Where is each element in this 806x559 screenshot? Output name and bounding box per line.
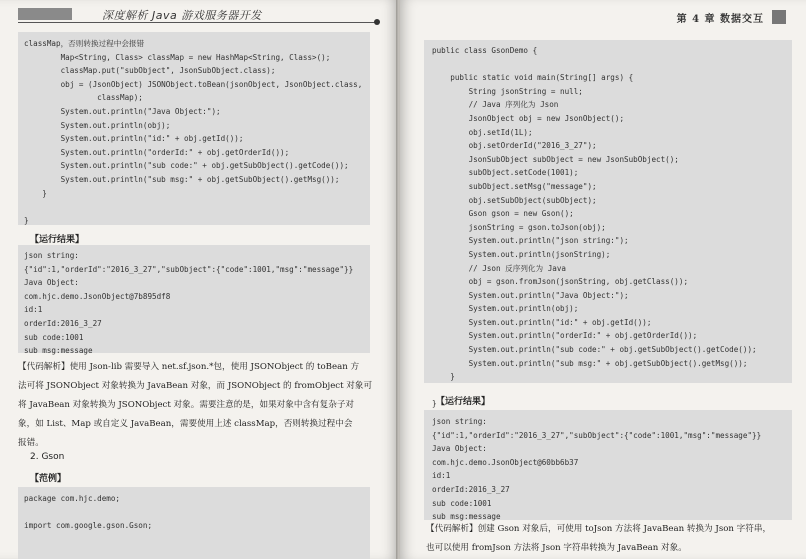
right-page bbox=[400, 0, 806, 559]
result-line: orderId:2016_3_27 bbox=[432, 484, 510, 494]
result-line: orderId:2016_3_27 bbox=[24, 318, 102, 328]
code-line: obj.setSubObject(subObject); bbox=[432, 195, 597, 205]
result-line: json string: bbox=[24, 251, 79, 260]
code-line: System.out.println("orderId:" + obj.getOrderId()); bbox=[432, 331, 698, 341]
code-line: classMap); bbox=[24, 93, 143, 103]
paragraph-line: 将 JavaBean 对象转换为 JSONObject 对象。需要注意的是，如果对象中含有复杂子对 bbox=[18, 400, 355, 410]
left-page bbox=[0, 0, 398, 559]
code-line: } bbox=[432, 372, 455, 382]
code-line: System.out.println("orderId:" + obj.getOrderId()); bbox=[24, 147, 290, 157]
result-line: sub msg:message bbox=[24, 346, 93, 356]
code-block-gson-start bbox=[18, 487, 370, 559]
code-line: System.out.println("json string:"); bbox=[432, 236, 629, 246]
code-line: Map<String, Class> classMap = new HashMap<String, Class>(); bbox=[24, 52, 331, 62]
code-line: System.out.println(obj); bbox=[24, 120, 171, 130]
left-header-title: 深度解析 Java 游戏服务器开发 bbox=[102, 9, 262, 22]
code-line: obj = gson.fromJson(jsonString, obj.getClass()); bbox=[432, 277, 689, 287]
code-line: } bbox=[24, 215, 29, 225]
code-line: System.out.println("sub code:" + obj.getSubObject().getCode()); bbox=[24, 161, 349, 171]
result-line: id:1 bbox=[432, 471, 451, 481]
code-line: System.out.println(jsonString); bbox=[432, 249, 611, 259]
result-block-right bbox=[424, 410, 792, 520]
code-line bbox=[432, 58, 784, 72]
code-block-continued bbox=[18, 32, 370, 225]
code-line: // Java 序列化为 Json bbox=[432, 100, 559, 110]
right-header-title: 第 4 章 数据交互 bbox=[676, 14, 764, 25]
code-line: Gson gson = new Gson(); bbox=[432, 209, 574, 219]
code-line: JsonSubObject subObject = new JsonSubObject(); bbox=[432, 154, 679, 164]
result-line: Java Object: bbox=[432, 444, 487, 454]
paragraph-line: 【代码解析】创建 Gson 对象后，可使用 toJson 方法将 JavaBean 转换为 Json 字符串， bbox=[426, 524, 772, 534]
example-label: 【范例】 bbox=[30, 474, 67, 484]
code-line: System.out.println(obj); bbox=[432, 304, 579, 314]
code-line: public static void main(String[] args) { bbox=[432, 73, 634, 83]
result-line: Java Object: bbox=[24, 278, 79, 288]
code-line: System.out.println("sub code:" + obj.getSubObject().getCode()); bbox=[432, 345, 757, 355]
left-page-header bbox=[18, 5, 378, 23]
analysis-paragraph-right bbox=[426, 520, 802, 558]
code-line: } bbox=[432, 399, 437, 409]
code-line: classMap.put("subObject", JsonSubObject.class); bbox=[24, 66, 276, 76]
code-line bbox=[24, 506, 364, 520]
code-line bbox=[24, 200, 364, 214]
result-line: json string: bbox=[432, 417, 487, 426]
code-line: subObject.setCode(1001); bbox=[432, 168, 579, 178]
code-line: public class GsonDemo { bbox=[432, 46, 538, 55]
code-line: jsonString = gson.toJson(obj); bbox=[432, 222, 606, 232]
header-rule bbox=[18, 22, 378, 23]
paragraph-line: 【代码解析】使用 Json-lib 需要导入 net.sf.json.*包，使用 JSONObject 的 toBean 方 bbox=[18, 362, 360, 372]
paragraph-line: 报错。 bbox=[18, 438, 44, 448]
code-line: // Json 反序列化为 Java bbox=[432, 263, 566, 273]
result-line: sub code:1001 bbox=[24, 332, 84, 342]
result-line: sub code:1001 bbox=[432, 498, 492, 508]
header-decor-square bbox=[772, 10, 786, 24]
result-line: sub msg:message bbox=[432, 512, 501, 522]
code-line: classMap，否则转换过程中会报错 bbox=[24, 39, 145, 48]
result-line: {"id":1,"orderId":"2016_3_27","subObject":{"code":1001,"msg":"message"}} bbox=[432, 430, 762, 440]
code-line: System.out.println("sub msg:" + obj.getSubObject().getMsg()); bbox=[432, 358, 748, 368]
code-line: System.out.println("sub msg:" + obj.getSubObject().getMsg()); bbox=[24, 174, 340, 184]
code-line: String jsonString = null; bbox=[432, 86, 583, 96]
header-dot bbox=[374, 19, 380, 25]
code-line: obj.setId(1L); bbox=[432, 127, 533, 137]
code-line: import com.google.gson.Gson; bbox=[24, 521, 153, 531]
code-line: System.out.println("id:" + obj.getId()); bbox=[432, 317, 652, 327]
code-line: System.out.println("Java Object:"); bbox=[432, 290, 629, 300]
code-line: System.out.println("Java Object:"); bbox=[24, 106, 221, 116]
result-line: {"id":1,"orderId":"2016_3_27","subObject":{"code":1001,"msg":"message"}} bbox=[24, 264, 354, 274]
section-title-gson: 2. Gson bbox=[30, 452, 65, 462]
code-line: System.out.println("id:" + obj.getId()); bbox=[24, 134, 244, 144]
result-label-right: 【运行结果】 bbox=[436, 397, 491, 407]
code-line: obj.setOrderId("2016_3_27"); bbox=[432, 141, 597, 151]
code-line: subObject.setMsg("message"); bbox=[432, 181, 597, 191]
code-line: } bbox=[24, 188, 47, 198]
code-line: JsonObject obj = new JsonObject(); bbox=[432, 113, 625, 123]
analysis-paragraph-left bbox=[18, 358, 378, 453]
paragraph-line: 法可将 JSONObject 对象转换为 JavaBean 对象，而 JSONObject 的 fromObject 对象可 bbox=[18, 381, 373, 391]
code-line: obj = (JsonObject) JSONObject.toBean(jsonObject, JsonObject.class, bbox=[24, 79, 363, 89]
code-line: package com.hjc.demo; bbox=[24, 494, 121, 503]
right-page-header bbox=[426, 9, 786, 29]
paragraph-line: 象，如 List、Map 或自定义 JavaBean，需要使用上述 classMap，否则转换过程中会 bbox=[18, 419, 353, 429]
result-label-left: 【运行结果】 bbox=[30, 235, 85, 245]
result-block-left bbox=[18, 245, 370, 356]
result-line: id:1 bbox=[24, 305, 43, 315]
paragraph-line: 也可以使用 fromJson 方法将 Json 字符串转换为 JavaBean 对象。 bbox=[426, 543, 687, 553]
result-line: com.hjc.demo.JsonObject@7b895df8 bbox=[24, 291, 171, 301]
header-decor-bar bbox=[18, 8, 72, 20]
result-line: com.hjc.demo.JsonObject@60bb6b37 bbox=[432, 457, 579, 467]
